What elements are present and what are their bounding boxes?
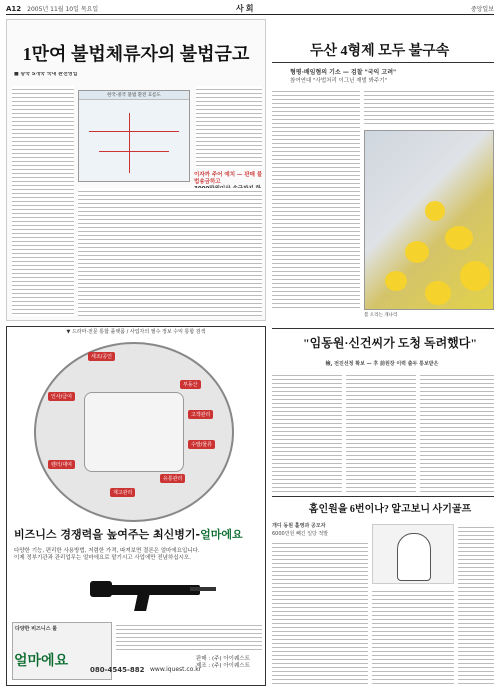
divider: [272, 328, 494, 329]
ad-headline-text: 비즈니스 경쟁력을 높여주는 최신병기-: [14, 528, 201, 541]
wheel-label: 세조/공인: [88, 352, 115, 361]
cartoon-illustration: [372, 524, 454, 584]
photo-caption: 봄 오리는 개나리: [364, 313, 398, 318]
section-title: 사회: [236, 4, 256, 13]
right-body-column-2: [364, 88, 494, 126]
mid-headline: "임동원·신건씨가 도청 독려했다": [302, 336, 478, 350]
right-headline: 두산 4형제 모두 불구속: [310, 44, 450, 59]
ad-phone: 080-4545-882: [90, 666, 145, 674]
ad-description: [14, 548, 264, 562]
paper-name: 중앙일보: [470, 6, 494, 13]
left-subhead: ■ 중국 5개국 국내 환전영업: [14, 72, 78, 77]
wheel-label: 부동산: [180, 380, 201, 389]
ad-url[interactable]: www.iquest.co.kr: [150, 666, 202, 673]
wheel-label: 고객관리: [188, 410, 213, 419]
right-body-column-1: [272, 88, 360, 310]
right-subhead: 형평·배임혐의 기소 — 검찰 "국익 고려": [290, 69, 397, 76]
mid-body-column-2: [346, 372, 416, 492]
blossom-shape: [405, 241, 429, 263]
divider: [272, 62, 494, 63]
left-body-column-2: [78, 188, 262, 316]
left-body-column-3: [196, 86, 262, 168]
left-body-column-1: [12, 86, 74, 316]
ad-fine-print: [116, 622, 262, 652]
ad-text-line: 이제 정부기관과 관리업무는 얼마에요로 맡기시고 사업에만 전념하십시오.: [14, 555, 191, 561]
blossom-shape: [385, 271, 407, 291]
forsythia-photo: [364, 130, 494, 310]
ad-text-line: 다양한 기능, 편리한 사용방법, 저렴한 가격, 따져보면 결론은 얼마에요입니다.: [14, 548, 200, 554]
page-header: [6, 3, 494, 15]
blossom-shape: [425, 201, 445, 221]
low-body-column-2: [372, 588, 454, 686]
wheel-label: 유통관리: [160, 474, 185, 483]
mid-subhead: 檢, 전진선정 확보 — 후 前원장 이력 출두 통보받은: [325, 361, 439, 367]
cartoon-figure: [397, 533, 431, 581]
ad-company: 제조 : (주) 아이퀘스트: [196, 663, 250, 669]
mid-body-column-3: [420, 372, 494, 492]
map-route-line: [129, 113, 130, 173]
low-body-column-3: [458, 524, 494, 686]
issue-date: 2005년 11월 10일 목요일: [27, 6, 99, 13]
wheel-label: 재고관리: [110, 488, 135, 497]
low-body-column-1: [272, 540, 368, 686]
ad-headline: [14, 526, 264, 542]
right-subhead-2: 참여연대 "사법처리 이그닌 재벌 봐주기": [290, 78, 388, 84]
pull-quote-title: 이자까 주어 예치 — 판매 불법송금하고: [194, 172, 263, 185]
left-headline: 1만여 불법체류자의 불법금고: [22, 44, 250, 64]
wheel-label: 렌터/대여: [48, 460, 75, 469]
ad-top-line: ▼ 드라마·전문 통합 플랫폼 / 사업자의 필수 정보 수익 통합 검색: [66, 329, 206, 335]
mid-body-column-1: [272, 372, 342, 492]
map-route-line: [89, 131, 179, 132]
ad-company-info: [196, 656, 262, 670]
divider: [272, 496, 494, 497]
ad-product-name: 다양한 비즈니스 툴: [15, 626, 58, 632]
ad-logo: 얼마에요: [14, 652, 69, 668]
wheel-label: 수발/물류: [188, 440, 215, 449]
blossom-shape: [445, 226, 473, 250]
ad-headline-brand: 얼마에요: [200, 528, 243, 541]
map-route-line: [99, 151, 169, 152]
low-subhead-2: 6000만원 빼긴 일당 적발: [272, 531, 329, 537]
map-title: 한국-중국 불법 환전 흐름도: [79, 91, 189, 100]
low-headline: 홈인원을 6번이나? 알고보니 사기골프: [308, 504, 472, 515]
blossom-shape: [425, 281, 451, 305]
ad-company: 판매 : (주) 아이퀘스트: [196, 656, 250, 662]
wheel-label: 인사/급여: [48, 392, 75, 401]
low-subhead: 개디 동원 홀영과 공모자: [272, 523, 326, 529]
rifle-illustration: [90, 575, 220, 615]
blossom-shape: [460, 261, 490, 291]
wheel-center-panel: [84, 392, 184, 472]
route-map: [78, 90, 190, 182]
page-number: A12: [6, 4, 22, 13]
